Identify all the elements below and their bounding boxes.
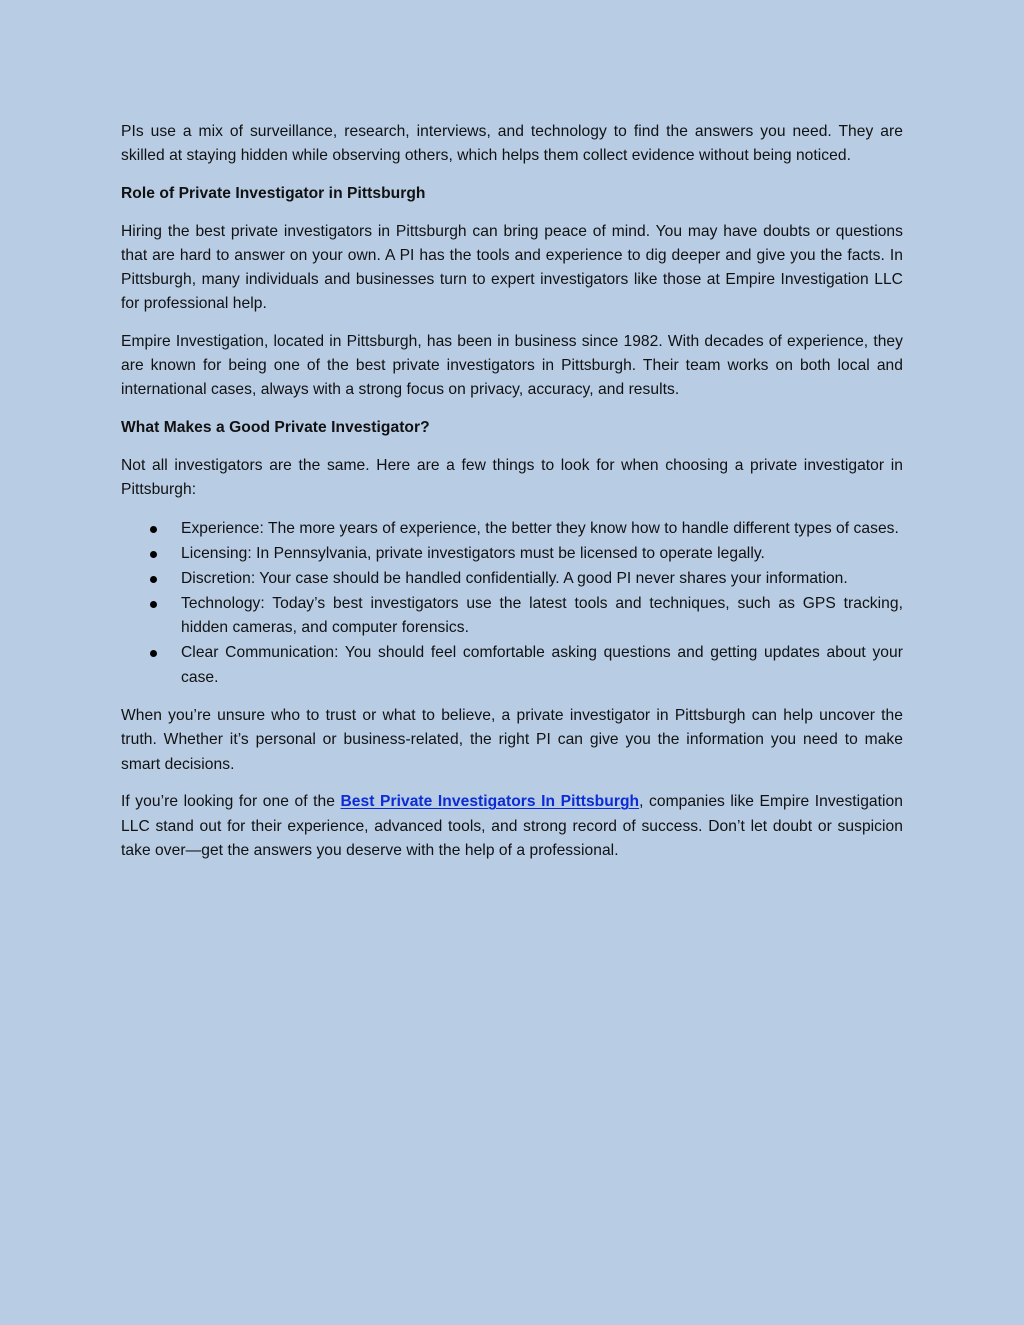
unsure-paragraph: When you’re unsure who to trust or what to believe, a private investigator in Pittsburgh can help uncover the truth. Whether it’s personal or business-related, the right PI can give you the information you need to make smart decisions. xyxy=(121,707,903,773)
list-item xyxy=(121,517,903,542)
hiring-paragraph: Hiring the best private investigators in Pittsburgh can bring peace of mind. You may have doubts or questions that are hard to answer on your own. A PI has the tools and experience to dig deeper and give you the facts. In Pittsburgh, many individuals and businesses turn to expert investigators like those at Empire Investigation LLC for professional help. xyxy=(121,222,903,313)
closing-text-before-link: If you’re looking for one of the xyxy=(121,793,341,811)
bullet-dot-icon xyxy=(150,526,157,533)
list-item-text: Licensing: In Pennsylvania, private investigators must be licensed to operate legally. xyxy=(181,544,765,562)
empire-paragraph: Empire Investigation, located in Pittsburgh, has been in business since 1982. With decades of experience, they are known for being one of the best private investigators in Pittsburgh. Their team works on both local and international cases, always with a strong focus on privacy, accuracy, and results. xyxy=(121,332,903,399)
not-all-paragraph: Not all investigators are the same. Here are a few things to look for when choosing a private investigator in Pittsburgh: xyxy=(121,456,903,498)
closing-text-after-link: , companies like Empire Investigation LLC stand out for their experience, advanced tools, and strong record of success. Don’t let doubt or suspicion take over—get the answers you deserve with the help of a professional. xyxy=(121,793,903,859)
best-private-investigators-link[interactable]: Best Private Investigators In Pittsburgh xyxy=(340,793,640,811)
list-item-text: Technology: Today’s best investigators use the latest tools and techniques, such as GPS tracking, hidden cameras, and computer forensics. xyxy=(181,594,903,637)
list-item-text: Experience: The more years of experience, the better they know how to handle different types of cases. xyxy=(181,520,899,538)
section-heading-role: Role of Private Investigator in Pittsburgh xyxy=(121,184,426,202)
list-item xyxy=(121,592,903,642)
section-heading-good-investigator: What Makes a Good Private Investigator? xyxy=(121,419,430,437)
qualities-list xyxy=(121,517,903,691)
bullet-dot-icon xyxy=(150,551,157,558)
intro-paragraph: PIs use a mix of surveillance, research, interviews, and technology to find the answers you need. They are skilled at staying hidden while observing others, which helps them collect evidence without being noticed. xyxy=(121,123,903,165)
document-body xyxy=(121,120,903,863)
list-item xyxy=(121,567,903,592)
list-item xyxy=(121,641,903,691)
closing-paragraph xyxy=(121,790,903,863)
bullet-dot-icon xyxy=(150,576,157,583)
list-item-text: Clear Communication: You should feel comfortable asking questions and getting updates about your case. xyxy=(181,644,903,686)
bullet-dot-icon xyxy=(150,650,157,657)
bullet-dot-icon xyxy=(150,601,157,608)
list-item xyxy=(121,542,903,567)
list-item-text: Discretion: Your case should be handled confidentially. A good PI never shares your information. xyxy=(181,569,848,587)
